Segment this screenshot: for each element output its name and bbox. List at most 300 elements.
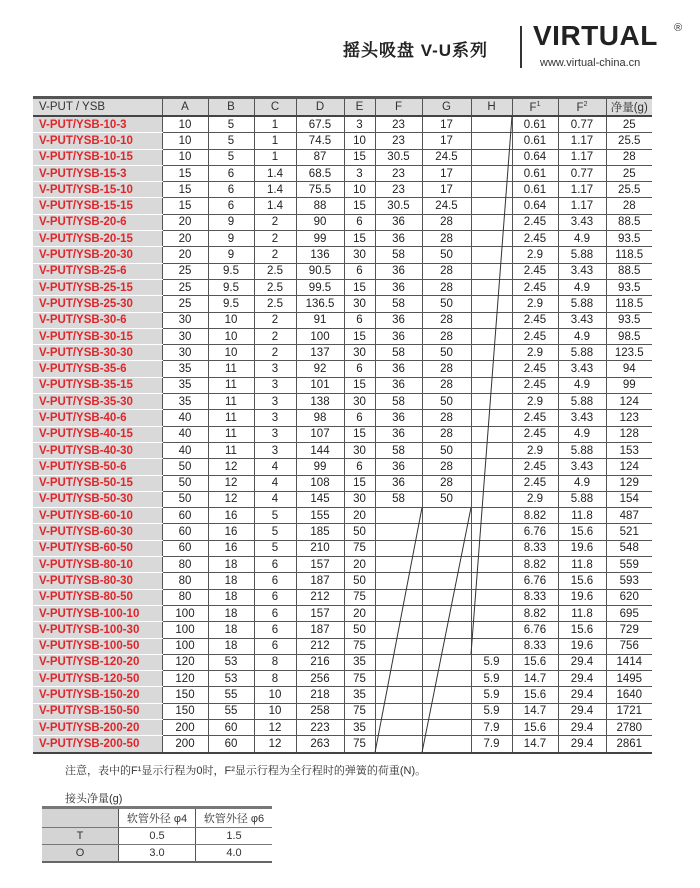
table-cell: 5.88 — [558, 442, 606, 458]
table-cell: 120 — [162, 654, 208, 670]
table-cell: 75 — [344, 540, 375, 556]
table-cell: 50 — [422, 296, 471, 312]
row-label-cell — [42, 808, 119, 828]
table-cell — [422, 736, 471, 753]
table-cell — [471, 491, 512, 507]
table-row — [33, 247, 652, 263]
table-cell: 58 — [375, 394, 422, 410]
column-header: A — [162, 98, 208, 117]
model-name-cell: V-PUT/YSB-50-15 — [33, 475, 162, 491]
column-header: C — [254, 98, 296, 117]
table-cell: 2.9 — [512, 394, 558, 410]
spec-table — [33, 96, 652, 754]
table-cell: 15.6 — [512, 719, 558, 735]
table-cell — [375, 703, 422, 719]
table-cell: 136 — [296, 247, 344, 263]
table-cell: 2 — [254, 328, 296, 344]
table-cell: 153 — [606, 442, 652, 458]
table-cell: 11.8 — [558, 508, 606, 524]
table-cell: 35 — [162, 394, 208, 410]
table-cell: 15.6 — [558, 573, 606, 589]
model-name-cell: V-PUT/YSB-35-15 — [33, 377, 162, 393]
column-header: $F^1$ — [512, 98, 558, 117]
table-cell: 9.5 — [208, 263, 254, 279]
table-cell: 2.9 — [512, 491, 558, 507]
table-cell: 36 — [375, 214, 422, 230]
table-cell: 1495 — [606, 671, 652, 687]
table-cell: 3 — [344, 116, 375, 133]
table-cell: 12 — [254, 736, 296, 753]
table-cell — [375, 671, 422, 687]
footnote: 注意，表中的F¹显示行程为0时，F²显示行程为全行程时的弹簧的荷重(N)。 — [65, 765, 427, 777]
brand-logo: VIRTUAL — [533, 20, 658, 51]
table-cell — [471, 426, 512, 442]
model-name-cell: V-PUT/YSB-35-30 — [33, 394, 162, 410]
table-row — [33, 703, 652, 719]
table-row — [33, 605, 652, 621]
table-cell: 2780 — [606, 719, 652, 735]
table-cell — [471, 149, 512, 165]
table-cell — [471, 475, 512, 491]
table-cell: 15 — [162, 165, 208, 181]
table-cell: 28 — [422, 231, 471, 247]
table-cell: 145 — [296, 491, 344, 507]
table-cell: 90 — [296, 214, 344, 230]
model-name-cell: V-PUT/YSB-150-50 — [33, 703, 162, 719]
table-cell: 30 — [162, 328, 208, 344]
table-cell: 28 — [422, 312, 471, 328]
table-cell — [471, 377, 512, 393]
table-cell: 0.61 — [512, 182, 558, 198]
table-cell: 15.6 — [558, 524, 606, 540]
table-row — [33, 361, 652, 377]
table-cell: 5 — [254, 540, 296, 556]
table-cell: 29.4 — [558, 736, 606, 753]
table-cell: 118.5 — [606, 296, 652, 312]
table-cell: 15 — [344, 198, 375, 214]
table-row — [42, 828, 272, 845]
table-cell: 12 — [208, 475, 254, 491]
model-name-cell: V-PUT/YSB-40-30 — [33, 442, 162, 458]
table-cell: 50 — [344, 524, 375, 540]
table-cell: 5 — [208, 116, 254, 133]
table-row — [33, 214, 652, 230]
table-cell: 6 — [344, 312, 375, 328]
table-cell: 620 — [606, 589, 652, 605]
table-cell: 1 — [254, 116, 296, 133]
table-cell — [471, 182, 512, 198]
table-cell — [471, 361, 512, 377]
table-row — [33, 394, 652, 410]
table-cell: 28 — [422, 361, 471, 377]
table-cell: 756 — [606, 638, 652, 654]
column-header: F — [375, 98, 422, 117]
table-cell: 14.7 — [512, 703, 558, 719]
table-cell: 6 — [254, 638, 296, 654]
table-cell — [422, 573, 471, 589]
table-row — [33, 491, 652, 507]
table-cell: 5.9 — [471, 654, 512, 670]
table-cell — [471, 442, 512, 458]
table-cell: 30 — [162, 345, 208, 361]
table-row — [33, 573, 652, 589]
table-cell: 4.9 — [558, 475, 606, 491]
table-cell: 2861 — [606, 736, 652, 753]
table-cell: 5 — [208, 133, 254, 149]
table-cell: 58 — [375, 247, 422, 263]
table-cell: 50 — [422, 442, 471, 458]
column-header: $F^2$ — [558, 98, 606, 117]
table-cell: 4 — [254, 491, 296, 507]
table-cell: 2.5 — [254, 263, 296, 279]
model-name-cell: V-PUT/YSB-200-50 — [33, 736, 162, 753]
table-cell: 15.6 — [558, 622, 606, 638]
table-cell: 17 — [422, 116, 471, 133]
table-cell: 487 — [606, 508, 652, 524]
table-cell: 2.45 — [512, 312, 558, 328]
table-cell: 1.4 — [254, 198, 296, 214]
table-cell: 593 — [606, 573, 652, 589]
table-cell: 5.88 — [558, 491, 606, 507]
table-cell — [471, 214, 512, 230]
table-cell: 212 — [296, 589, 344, 605]
table-cell: 10 — [208, 328, 254, 344]
table-cell: 60 — [208, 719, 254, 735]
table-cell: 18 — [208, 557, 254, 573]
table-cell: 4.0 — [196, 845, 273, 863]
table-cell: 30 — [162, 312, 208, 328]
table-cell: 55 — [208, 703, 254, 719]
table-cell — [422, 671, 471, 687]
table-cell: 50 — [162, 491, 208, 507]
table-cell — [471, 638, 512, 654]
table-cell: 23 — [375, 133, 422, 149]
table-cell: 2.45 — [512, 214, 558, 230]
table-cell: 2.9 — [512, 345, 558, 361]
model-name-cell: V-PUT/YSB-40-6 — [33, 410, 162, 426]
table-cell: 36 — [375, 263, 422, 279]
table-cell: 16 — [208, 508, 254, 524]
table-cell: 20 — [344, 508, 375, 524]
table-cell — [375, 654, 422, 670]
table-cell: 10 — [162, 149, 208, 165]
table-cell: 6 — [208, 165, 254, 181]
table-row — [33, 442, 652, 458]
table-cell: 60 — [162, 524, 208, 540]
table-cell: 99 — [296, 459, 344, 475]
table-cell: 2.45 — [512, 426, 558, 442]
table-cell: 5.9 — [471, 687, 512, 703]
table-row — [33, 736, 652, 753]
table-cell: 28 — [422, 377, 471, 393]
table-cell: 25 — [606, 165, 652, 181]
table-cell: 2.9 — [512, 296, 558, 312]
table-cell: 36 — [375, 377, 422, 393]
table-cell: 19.6 — [558, 638, 606, 654]
table-cell — [471, 198, 512, 214]
table-cell — [471, 573, 512, 589]
table-cell: 729 — [606, 622, 652, 638]
table-cell: 218 — [296, 687, 344, 703]
table-cell: 8.33 — [512, 540, 558, 556]
table-cell: 2.9 — [512, 442, 558, 458]
table-cell — [471, 133, 512, 149]
table-cell: 28 — [422, 459, 471, 475]
table-cell: 100 — [296, 328, 344, 344]
table-cell: 16 — [208, 540, 254, 556]
table-cell — [375, 736, 422, 753]
table-cell: 8 — [254, 671, 296, 687]
model-name-cell: V-PUT/YSB-35-6 — [33, 361, 162, 377]
table-row — [33, 459, 652, 475]
table-cell: 23 — [375, 116, 422, 133]
table-cell: 2.9 — [512, 247, 558, 263]
table-cell: 144 — [296, 442, 344, 458]
table-cell: 50 — [422, 394, 471, 410]
table-cell: 8.82 — [512, 605, 558, 621]
table-cell: 60 — [162, 540, 208, 556]
model-name-cell: V-PUT/YSB-30-30 — [33, 345, 162, 361]
table-cell: 200 — [162, 736, 208, 753]
table-cell — [471, 328, 512, 344]
table-cell: 11 — [208, 394, 254, 410]
table-cell: 50 — [422, 247, 471, 263]
table-cell: 9 — [208, 247, 254, 263]
table-cell: 8.82 — [512, 557, 558, 573]
table-cell — [471, 540, 512, 556]
table-cell: 88 — [296, 198, 344, 214]
table-cell: 19.6 — [558, 589, 606, 605]
table-cell: 263 — [296, 736, 344, 753]
table-cell: 软管外径 φ4 — [119, 808, 196, 828]
table-cell: 15 — [344, 377, 375, 393]
table-cell: 1.4 — [254, 165, 296, 181]
table-cell: 10 — [254, 687, 296, 703]
table-cell: 8.33 — [512, 589, 558, 605]
table-cell: 138 — [296, 394, 344, 410]
table-cell: 36 — [375, 231, 422, 247]
table-cell: 25.5 — [606, 182, 652, 198]
table-cell: 15.6 — [512, 687, 558, 703]
table-cell: 2 — [254, 312, 296, 328]
table-cell: 6 — [344, 459, 375, 475]
table-cell: 521 — [606, 524, 652, 540]
table-row — [33, 312, 652, 328]
table-row — [33, 116, 652, 133]
table-cell — [375, 540, 422, 556]
table-cell: 6 — [254, 573, 296, 589]
table-cell: 548 — [606, 540, 652, 556]
table-row — [33, 622, 652, 638]
table-cell: 100 — [162, 605, 208, 621]
table-cell: 36 — [375, 361, 422, 377]
model-name-cell: V-PUT/YSB-150-20 — [33, 687, 162, 703]
model-name-cell: V-PUT/YSB-100-30 — [33, 622, 162, 638]
table-cell: 18 — [208, 638, 254, 654]
table-cell: 80 — [162, 573, 208, 589]
table-cell: 200 — [162, 719, 208, 735]
table-cell: 2 — [254, 231, 296, 247]
table-cell: 99 — [606, 377, 652, 393]
table-cell: 75 — [344, 638, 375, 654]
table-cell: 2.45 — [512, 459, 558, 475]
model-name-cell: V-PUT/YSB-20-15 — [33, 231, 162, 247]
table-cell: 6 — [344, 361, 375, 377]
table-cell: 559 — [606, 557, 652, 573]
table-cell: 53 — [208, 654, 254, 670]
table-cell: 2.45 — [512, 410, 558, 426]
table-cell — [422, 638, 471, 654]
table-row — [33, 671, 652, 687]
table-cell: 28 — [606, 198, 652, 214]
table-cell: 1 — [254, 133, 296, 149]
table-cell: 28 — [422, 426, 471, 442]
table-cell: 87 — [296, 149, 344, 165]
model-name-cell: V-PUT/YSB-15-3 — [33, 165, 162, 181]
table-row — [33, 377, 652, 393]
table-cell: 12 — [254, 719, 296, 735]
table-cell: 6 — [254, 622, 296, 638]
table-cell: 6 — [254, 557, 296, 573]
table-cell: 10 — [254, 703, 296, 719]
table-row — [33, 654, 652, 670]
table-row — [33, 279, 652, 295]
table-cell: 29.4 — [558, 719, 606, 735]
table-cell: 17 — [422, 182, 471, 198]
table-row — [33, 508, 652, 524]
table-cell: 80 — [162, 589, 208, 605]
table-cell: 15 — [344, 328, 375, 344]
model-name-cell: V-PUT/YSB-200-20 — [33, 719, 162, 735]
table-row — [33, 328, 652, 344]
table-cell — [471, 165, 512, 181]
table-row — [33, 345, 652, 361]
table-cell: 3.43 — [558, 361, 606, 377]
table-cell: 12 — [208, 491, 254, 507]
table-cell — [422, 703, 471, 719]
model-name-cell: V-PUT/YSB-50-30 — [33, 491, 162, 507]
table-cell: 128 — [606, 426, 652, 442]
table-cell — [471, 312, 512, 328]
table-cell: 5 — [208, 149, 254, 165]
table-cell: 6 — [344, 263, 375, 279]
table-cell: 36 — [375, 328, 422, 344]
table-cell: 6 — [208, 198, 254, 214]
table-cell: 2.5 — [254, 296, 296, 312]
table-cell — [422, 524, 471, 540]
table-cell: 30.5 — [375, 198, 422, 214]
table-cell: 2 — [254, 214, 296, 230]
table-cell — [375, 589, 422, 605]
table-cell: 9 — [208, 231, 254, 247]
table-cell — [471, 508, 512, 524]
table-cell: 10 — [162, 133, 208, 149]
table-cell: 258 — [296, 703, 344, 719]
row-label-cell: T — [42, 828, 119, 845]
model-name-cell: V-PUT/YSB-10-15 — [33, 149, 162, 165]
table-cell: 11 — [208, 426, 254, 442]
table-cell: 20 — [162, 231, 208, 247]
table-cell: 123.5 — [606, 345, 652, 361]
table-cell: 75 — [344, 703, 375, 719]
table-row — [33, 475, 652, 491]
header-divider — [520, 26, 522, 68]
superscript: 2 — [583, 100, 588, 108]
table-cell — [375, 719, 422, 735]
table-cell: 6 — [208, 182, 254, 198]
table-cell: 9.5 — [208, 296, 254, 312]
table-cell: 23 — [375, 182, 422, 198]
table-cell — [471, 459, 512, 475]
table-row — [33, 687, 652, 703]
table-cell: 29.4 — [558, 671, 606, 687]
table-cell: 94 — [606, 361, 652, 377]
table-row — [33, 524, 652, 540]
table-cell — [471, 116, 512, 133]
registered-mark: ® — [674, 22, 683, 34]
table-cell: 35 — [162, 361, 208, 377]
table-cell: 3.43 — [558, 410, 606, 426]
table-cell: 8.82 — [512, 508, 558, 524]
table-cell — [471, 263, 512, 279]
table-cell: 5.88 — [558, 394, 606, 410]
table-cell: 101 — [296, 377, 344, 393]
model-name-cell: V-PUT/YSB-15-10 — [33, 182, 162, 198]
table-cell: 16 — [208, 524, 254, 540]
model-name-cell: V-PUT/YSB-50-6 — [33, 459, 162, 475]
table-cell: 1.4 — [254, 182, 296, 198]
model-name-cell: V-PUT/YSB-30-15 — [33, 328, 162, 344]
table-cell: 124 — [606, 459, 652, 475]
table-cell: 1414 — [606, 654, 652, 670]
model-name-cell: V-PUT/YSB-100-50 — [33, 638, 162, 654]
table-cell: 2.45 — [512, 231, 558, 247]
table-cell: 154 — [606, 491, 652, 507]
table-row — [33, 182, 652, 198]
table-cell — [375, 524, 422, 540]
table-row — [33, 165, 652, 181]
table-cell — [375, 687, 422, 703]
table-cell — [471, 524, 512, 540]
table-cell: 30 — [344, 394, 375, 410]
table-cell: 14.7 — [512, 736, 558, 753]
table-cell: 157 — [296, 605, 344, 621]
table-row — [33, 133, 652, 149]
table-cell: 100 — [162, 622, 208, 638]
table-cell: 187 — [296, 573, 344, 589]
table-cell: 75 — [344, 589, 375, 605]
table-cell: 2.45 — [512, 279, 558, 295]
table-cell: 30.5 — [375, 149, 422, 165]
table-cell: 10 — [162, 116, 208, 133]
table-cell: 75.5 — [296, 182, 344, 198]
table-cell: 2.45 — [512, 328, 558, 344]
table-cell: 223 — [296, 719, 344, 735]
table-cell: 108 — [296, 475, 344, 491]
table-cell: 28 — [422, 475, 471, 491]
table-cell — [471, 394, 512, 410]
table-cell: 0.5 — [119, 828, 196, 845]
table-cell: 8.33 — [512, 638, 558, 654]
model-name-cell: V-PUT/YSB-10-3 — [33, 116, 162, 133]
table-cell: 60 — [208, 736, 254, 753]
table-cell: 3.43 — [558, 459, 606, 475]
table-cell: 17 — [422, 165, 471, 181]
table-cell: 88.5 — [606, 214, 652, 230]
table-cell: 35 — [344, 654, 375, 670]
table-cell: 40 — [162, 410, 208, 426]
table-cell: 93.5 — [606, 231, 652, 247]
